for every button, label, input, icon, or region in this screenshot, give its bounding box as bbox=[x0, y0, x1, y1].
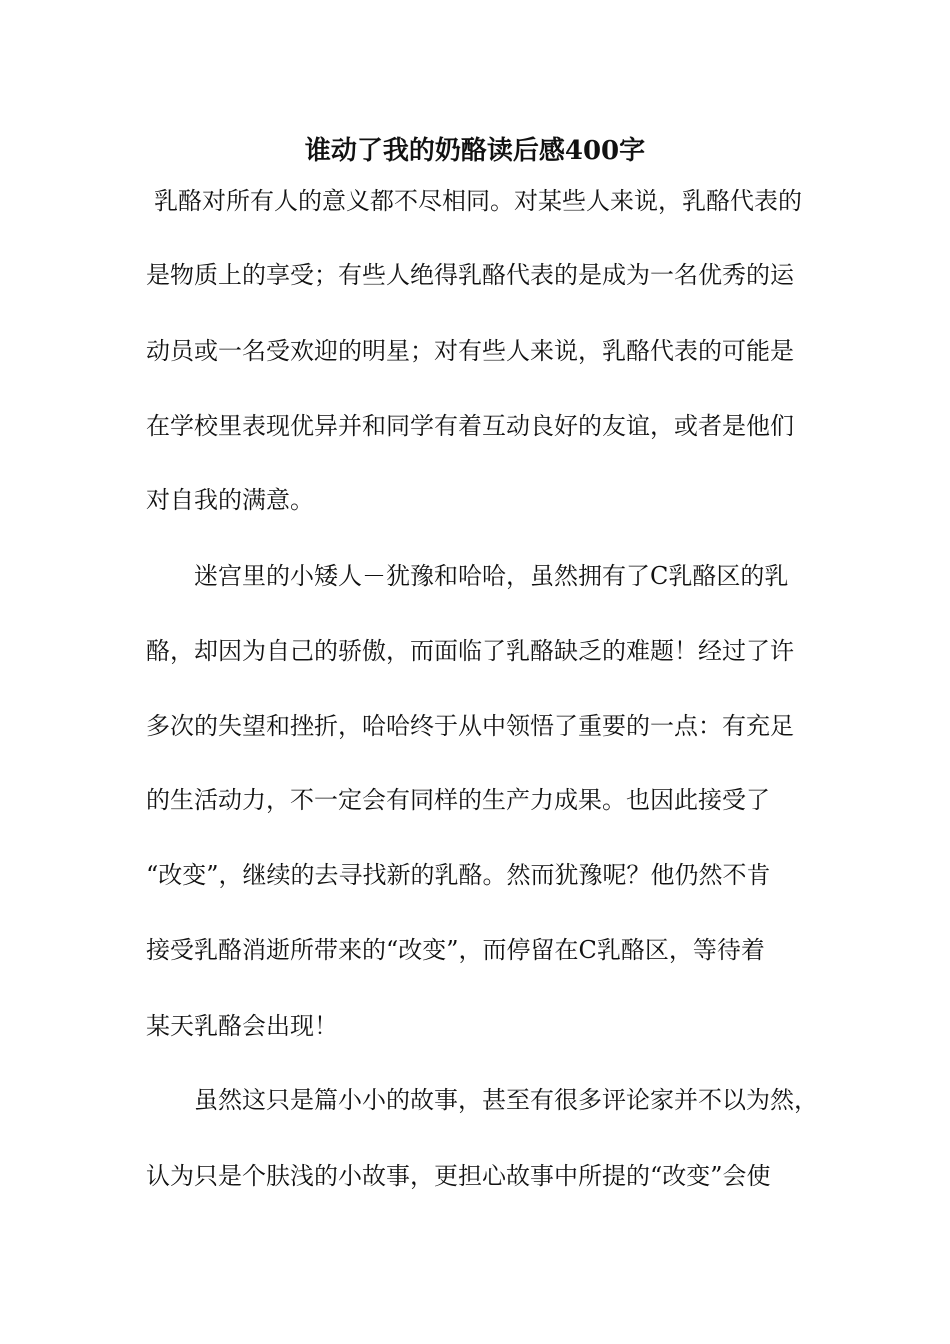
paragraph-line: 接受乳酪消逝所带来的“改变”，而停留在C乳酪区，等待着 bbox=[146, 936, 765, 964]
paragraph-line: 在学校里表现优异并和同学有着互动良好的友谊，或者是他们 bbox=[146, 412, 794, 440]
paragraph-line: “改变”，继续的去寻找新的乳酪。然而犹豫呢？他仍然不肯 bbox=[146, 861, 771, 889]
paragraph-line: 乳酪对所有人的意义都不尽相同。对某些人来说，乳酪代表的 bbox=[154, 187, 802, 215]
paragraph-line: 动员或一名受欢迎的明星；对有些人来说，乳酪代表的可能是 bbox=[146, 337, 794, 365]
paragraph-line: 迷宫里的小矮人－犹豫和哈哈，虽然拥有了C乳酪区的乳 bbox=[194, 562, 789, 590]
document-title: 谁动了我的奶酪读后感400字 bbox=[304, 136, 646, 166]
paragraph-line: 的生活动力，不一定会有同样的生产力成果。也因此接受了 bbox=[146, 786, 770, 814]
paragraph-line: 是物质上的享受；有些人绝得乳酪代表的是成为一名优秀的运 bbox=[146, 261, 794, 289]
paragraph-line: 对自我的满意。 bbox=[146, 486, 314, 514]
paragraph-line: 认为只是个肤浅的小故事，更担心故事中所提的“改变”会使 bbox=[146, 1162, 771, 1190]
paragraph-line: 酪，却因为自己的骄傲，而面临了乳酪缺乏的难题！经过了许 bbox=[146, 637, 794, 665]
paragraph-line: 虽然这只是篇小小的故事，甚至有很多评论家并不以为然， bbox=[194, 1086, 818, 1114]
paragraph-line: 某天乳酪会出现！ bbox=[146, 1012, 338, 1040]
paragraph-line: 多次的失望和挫折，哈哈终于从中领悟了重要的一点：有充足 bbox=[146, 712, 794, 740]
